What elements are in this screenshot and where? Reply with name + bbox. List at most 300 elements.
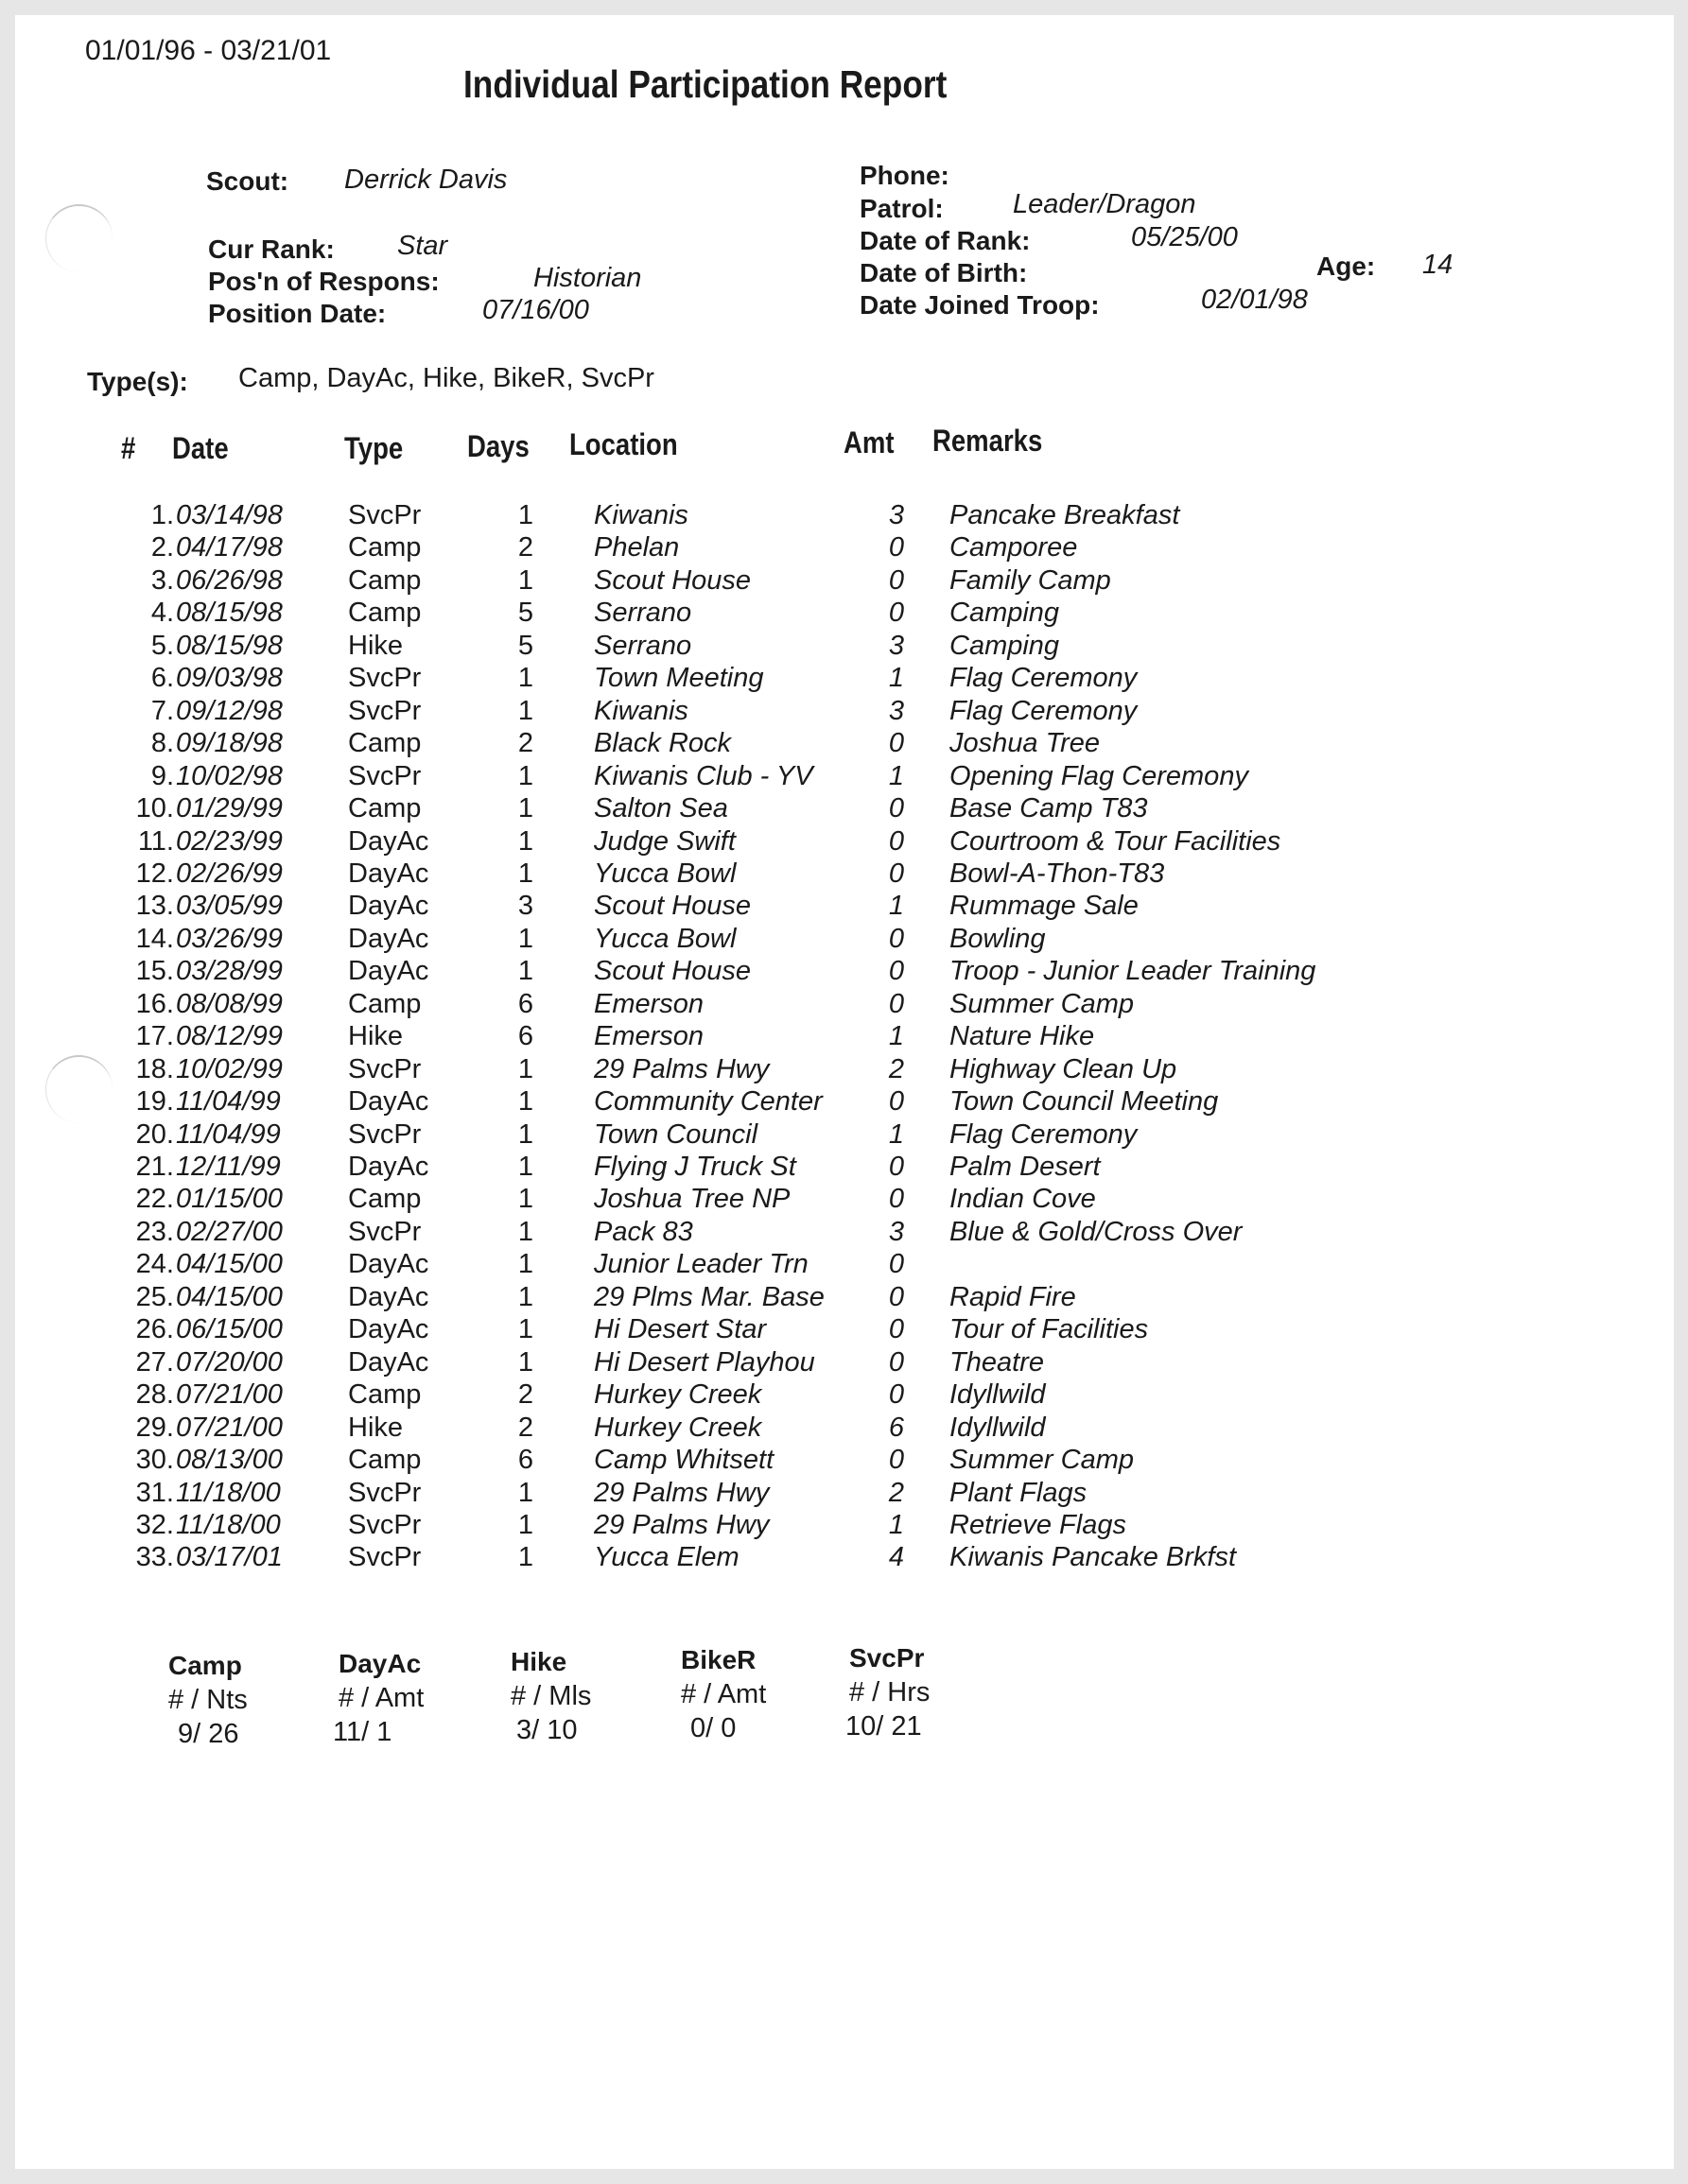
row-date: 09/12/98 [176,695,283,726]
row-type: DayAc [348,956,429,987]
row-remarks: Pancake Breakfast [949,500,1180,530]
row-remarks: Camping [949,598,1060,629]
row-days: 1 [517,1118,534,1150]
row-type: DayAc [348,891,429,922]
row-amt: 2 [888,1477,905,1508]
row-type: DayAc [348,1249,429,1280]
row-number: 26. [135,1314,174,1345]
row-amt: 1 [888,760,905,791]
row-location: Scout House [594,891,752,922]
row-date: 08/12/99 [176,1021,283,1052]
row-location: Pack 83 [594,1216,693,1247]
summary-type: BikeR [681,1645,757,1674]
row-number: 33. [135,1542,174,1573]
row-type: Camp [348,988,422,1019]
row-number: 28. [135,1379,174,1411]
row-date: 08/15/98 [176,598,283,629]
summary-subheader: # / Mls [511,1681,592,1711]
table-row [15,891,1674,924]
row-number: 19. [135,1086,174,1118]
row-number: 13. [135,891,174,922]
row-days: 1 [517,1152,534,1182]
row-type: Camp [348,598,422,629]
row-remarks: Troop - Junior Leader Training [949,956,1316,987]
row-date: 11/04/99 [176,1086,281,1118]
row-number: 8. [150,728,174,759]
report-page [15,15,1674,2169]
row-days: 1 [517,1477,534,1508]
row-date: 11/18/00 [176,1509,281,1540]
types-label: Type(s): [87,367,188,396]
row-amt: 0 [888,956,905,987]
row-type: SvcPr [348,760,422,791]
row-type: SvcPr [348,1118,422,1150]
row-location: Flying J Truck St [594,1152,796,1182]
summary-type: Hike [511,1647,567,1676]
table-row [15,696,1674,729]
row-number: 31. [135,1477,174,1508]
row-amt: 0 [888,1086,905,1118]
row-type: DayAc [348,1281,429,1312]
row-amt: 3 [888,500,905,530]
row-amt: 1 [888,1509,905,1540]
row-amt: 0 [888,825,905,857]
col-header-remarks: Remarks [932,424,1043,458]
row-location: Joshua Tree NP [594,1184,791,1215]
row-days: 6 [517,1445,534,1476]
row-date: 03/26/99 [176,923,283,954]
summary-type: SvcPr [849,1643,925,1673]
table-row [15,956,1674,989]
joined-label: Date Joined Troop: [860,290,1100,320]
col-header-num: # [121,431,136,465]
row-days: 5 [517,630,534,661]
row-remarks: Idyllwild [949,1412,1046,1443]
row-type: SvcPr [348,1216,422,1247]
row-days: 1 [517,1346,534,1378]
row-days: 1 [517,1184,534,1215]
row-number: 3. [150,564,174,596]
row-date: 06/15/00 [176,1314,283,1345]
row-type: Camp [348,1445,422,1476]
row-location: Kiwanis [594,500,688,530]
summary-subheader: # / Amt [681,1679,767,1709]
row-location: Hurkey Creek [594,1379,762,1411]
col-header-date: Date [172,431,229,465]
row-date: 09/18/98 [176,728,283,759]
row-number: 10. [135,793,174,824]
row-date: 08/13/00 [176,1445,283,1476]
row-location: Junior Leader Trn [594,1249,809,1280]
rank-date-value: 05/25/00 [1131,222,1238,252]
row-amt: 0 [888,1281,905,1312]
row-number: 24. [135,1249,174,1280]
row-amt: 0 [888,564,905,596]
row-type: SvcPr [348,1542,422,1573]
table-row [15,1478,1674,1511]
row-remarks: Idyllwild [949,1379,1046,1411]
row-remarks: Blue & Gold/Cross Over [949,1216,1243,1247]
row-type: Camp [348,728,422,759]
position-value: Historian [533,263,642,293]
row-amt: 0 [888,1379,905,1411]
row-type: Camp [348,564,422,596]
row-location: Camp Whitsett [594,1445,774,1476]
row-amt: 0 [888,1346,905,1378]
row-number: 17. [135,1021,174,1052]
row-location: 29 Palms Hwy [594,1053,770,1084]
row-type: DayAc [348,923,429,954]
table-row [15,1021,1674,1054]
row-date: 04/15/00 [176,1281,283,1312]
row-location: 29 Plms Mar. Base [594,1281,825,1312]
row-amt: 0 [888,1184,905,1215]
row-number: 21. [135,1152,174,1182]
table-row [15,1249,1674,1282]
table-row [15,1347,1674,1380]
row-location: Hurkey Creek [594,1412,762,1443]
row-remarks: Retrieve Flags [949,1509,1126,1540]
row-days: 1 [517,1542,534,1573]
row-number: 12. [135,858,174,889]
row-date: 01/29/99 [176,793,283,824]
table-row [15,1413,1674,1446]
row-number: 27. [135,1346,174,1378]
table-row [15,924,1674,957]
row-date: 10/02/98 [176,760,283,791]
table-row [15,1086,1674,1119]
row-number: 11. [137,825,174,857]
row-date: 08/08/99 [176,988,283,1019]
table-row [15,826,1674,859]
row-location: Phelan [594,532,680,563]
row-remarks: Courtroom & Tour Facilities [949,825,1281,857]
row-amt: 1 [888,1118,905,1150]
row-number: 4. [150,598,174,629]
patrol-label: Patrol: [860,194,944,223]
summary-subheader: # / Hrs [849,1677,931,1707]
row-days: 2 [517,1412,534,1443]
age-value: 14 [1422,250,1453,280]
col-header-days: Days [467,429,530,463]
row-location: Yucca Elem [594,1542,740,1573]
row-number: 7. [150,695,174,726]
row-remarks: Tour of Facilities [949,1314,1149,1345]
rank-label: Cur Rank: [208,234,335,264]
row-date: 03/28/99 [176,956,283,987]
row-days: 1 [517,1249,534,1280]
row-type: SvcPr [348,1509,422,1540]
row-remarks: Flag Ceremony [949,663,1138,694]
row-type: Hike [348,1021,404,1052]
row-number: 20. [135,1118,174,1150]
row-amt: 0 [888,1249,905,1280]
row-number: 1. [150,500,174,530]
summary-value: 11/ 1 [333,1717,392,1747]
row-location: Judge Swift [594,825,736,857]
row-days: 1 [517,500,534,530]
row-date: 07/21/00 [176,1412,283,1443]
row-remarks: Opening Flag Ceremony [949,760,1248,791]
row-location: Emerson [594,988,705,1019]
row-days: 6 [517,988,534,1019]
row-amt: 6 [888,1412,905,1443]
row-amt: 0 [888,1152,905,1182]
row-type: SvcPr [348,1053,422,1084]
row-remarks: Rummage Sale [949,891,1139,922]
row-date: 07/20/00 [176,1346,283,1378]
row-remarks: Indian Cove [949,1184,1096,1215]
row-number: 18. [135,1053,174,1084]
table-row [15,1184,1674,1217]
row-type: DayAc [348,858,429,889]
row-remarks: Town Council Meeting [949,1086,1219,1118]
row-date: 02/27/00 [176,1216,283,1247]
row-amt: 4 [888,1542,905,1573]
patrol-value: Leader/Dragon [1013,189,1196,219]
row-number: 30. [135,1445,174,1476]
types-value: Camp, DayAc, Hike, BikeR, SvcPr [238,363,654,393]
row-days: 1 [517,663,534,694]
table-row [15,793,1674,826]
row-number: 2. [150,532,174,563]
row-location: Serrano [594,598,692,629]
row-date: 06/26/98 [176,564,283,596]
row-remarks: Plant Flags [949,1477,1088,1508]
row-days: 2 [517,1379,534,1411]
row-location: Hi Desert Star [594,1314,767,1345]
binder-hole-mark [45,204,113,272]
row-number: 32. [135,1509,174,1540]
row-days: 1 [517,923,534,954]
row-remarks: Bowl-A-Thon-T83 [949,858,1165,889]
row-amt: 3 [888,695,905,726]
row-type: DayAc [348,1346,429,1378]
row-remarks: Summer Camp [949,1445,1134,1476]
summary-value: 9/ 26 [178,1719,239,1749]
row-amt: 0 [888,858,905,889]
row-remarks: Nature Hike [949,1021,1095,1052]
row-date: 02/23/99 [176,825,283,857]
row-days: 1 [517,1314,534,1345]
row-number: 9. [150,760,174,791]
scout-label: Scout: [206,166,289,196]
table-row [15,761,1674,794]
phone-label: Phone: [860,161,949,190]
row-amt: 0 [888,793,905,824]
row-type: SvcPr [348,695,422,726]
row-days: 2 [517,728,534,759]
row-date: 07/21/00 [176,1379,283,1411]
row-remarks: Flag Ceremony [949,1118,1138,1150]
row-type: DayAc [348,1314,429,1345]
row-amt: 0 [888,532,905,563]
row-remarks: Highway Clean Up [949,1053,1177,1084]
row-amt: 2 [888,1053,905,1084]
row-location: Town Meeting [594,663,764,694]
row-number: 14. [135,923,174,954]
row-date: 12/11/99 [176,1152,281,1182]
row-days: 1 [517,793,534,824]
row-days: 6 [517,1021,534,1052]
table-row [15,858,1674,892]
row-amt: 0 [888,988,905,1019]
row-location: Serrano [594,630,692,661]
rank-value: Star [397,231,448,261]
table-row [15,500,1674,533]
row-days: 1 [517,956,534,987]
row-date: 08/15/98 [176,630,283,661]
row-location: Scout House [594,564,752,596]
row-date: 09/03/98 [176,663,283,694]
row-date: 11/04/99 [176,1118,281,1150]
page-title: Individual Participation Report [463,62,948,106]
row-remarks: Family Camp [949,564,1111,596]
row-type: SvcPr [348,500,422,530]
row-type: DayAc [348,825,429,857]
row-location: Scout House [594,956,752,987]
row-amt: 0 [888,728,905,759]
row-location: Town Council [594,1118,758,1150]
table-row [15,598,1674,631]
row-location: Emerson [594,1021,705,1052]
col-header-location: Location [569,427,678,461]
table-row [15,728,1674,761]
row-days: 1 [517,760,534,791]
position-date-label: Position Date: [208,299,387,328]
row-type: SvcPr [348,1477,422,1508]
row-location: 29 Palms Hwy [594,1509,770,1540]
row-amt: 3 [888,630,905,661]
row-amt: 1 [888,1021,905,1052]
row-number: 5. [150,630,174,661]
row-days: 1 [517,1509,534,1540]
row-days: 1 [517,825,534,857]
row-amt: 3 [888,1216,905,1247]
row-number: 25. [135,1281,174,1312]
row-days: 5 [517,598,534,629]
row-amt: 0 [888,598,905,629]
col-header-amt: Amt [844,425,895,459]
table-row [15,1445,1674,1478]
summary-type: Camp [168,1651,242,1680]
table-row [15,663,1674,696]
row-days: 1 [517,1086,534,1118]
row-remarks: Summer Camp [949,988,1134,1019]
row-number: 15. [135,956,174,987]
row-remarks: Joshua Tree [949,728,1101,759]
row-type: DayAc [348,1086,429,1118]
birth-label: Date of Birth: [860,258,1028,287]
row-date: 03/05/99 [176,891,283,922]
row-type: Hike [348,630,404,661]
table-row [15,1282,1674,1315]
age-label: Age: [1316,251,1376,281]
row-type: Camp [348,1379,422,1411]
row-remarks: Base Camp T83 [949,793,1148,824]
row-type: Hike [348,1412,404,1443]
row-type: Camp [348,1184,422,1215]
row-location: Community Center [594,1086,823,1118]
row-number: 6. [150,663,174,694]
row-remarks: Camporee [949,532,1078,563]
table-row [15,1054,1674,1087]
row-date: 03/17/01 [176,1542,283,1573]
row-location: Kiwanis Club - YV [594,760,813,791]
table-row [15,1379,1674,1413]
table-row [15,631,1674,664]
row-number: 22. [135,1184,174,1215]
row-days: 1 [517,695,534,726]
position-date-value: 07/16/00 [482,295,589,325]
table-row [15,1314,1674,1347]
row-days: 1 [517,1216,534,1247]
row-date: 02/26/99 [176,858,283,889]
row-remarks: Theatre [949,1346,1044,1378]
row-days: 1 [517,1281,534,1312]
row-amt: 1 [888,663,905,694]
row-date: 04/17/98 [176,532,283,563]
row-location: Kiwanis [594,695,688,726]
scout-value: Derrick Davis [344,165,508,195]
row-type: Camp [348,532,422,563]
row-location: Salton Sea [594,793,728,824]
row-amt: 1 [888,891,905,922]
row-date: 01/15/00 [176,1184,283,1215]
row-date: 11/18/00 [176,1477,281,1508]
summary-subheader: # / Amt [339,1683,425,1713]
table-row [15,1217,1674,1250]
table-row [15,532,1674,565]
row-location: Yucca Bowl [594,858,737,889]
row-amt: 0 [888,923,905,954]
row-days: 3 [517,891,534,922]
row-type: Camp [348,793,422,824]
row-type: DayAc [348,1152,429,1182]
row-remarks: Kiwanis Pancake Brkfst [949,1542,1237,1573]
row-remarks: Flag Ceremony [949,695,1138,726]
row-number: 29. [135,1412,174,1443]
col-header-type: Type [344,431,404,465]
row-amt: 0 [888,1445,905,1476]
summary-value: 10/ 21 [845,1711,922,1742]
summary-value: 0/ 0 [690,1713,737,1743]
row-days: 2 [517,532,534,563]
row-remarks: Palm Desert [949,1152,1101,1182]
row-location: Yucca Bowl [594,923,737,954]
table-row [15,1152,1674,1185]
table-row [15,989,1674,1022]
row-location: 29 Palms Hwy [594,1477,770,1508]
joined-value: 02/01/98 [1201,285,1308,315]
position-label: Pos'n of Respons: [208,267,440,296]
table-row [15,1510,1674,1543]
row-remarks: Bowling [949,923,1046,954]
table-row [15,1119,1674,1153]
summary-value: 3/ 10 [516,1715,578,1745]
row-number: 16. [135,988,174,1019]
row-remarks: Camping [949,630,1060,661]
row-date: 04/15/00 [176,1249,283,1280]
row-remarks: Rapid Fire [949,1281,1076,1312]
table-row [15,565,1674,598]
summary-type: DayAc [339,1649,422,1678]
row-days: 1 [517,1053,534,1084]
row-location: Hi Desert Playhou [594,1346,815,1378]
rank-date-label: Date of Rank: [860,226,1031,255]
row-date: 03/14/98 [176,500,283,530]
row-amt: 0 [888,1314,905,1345]
